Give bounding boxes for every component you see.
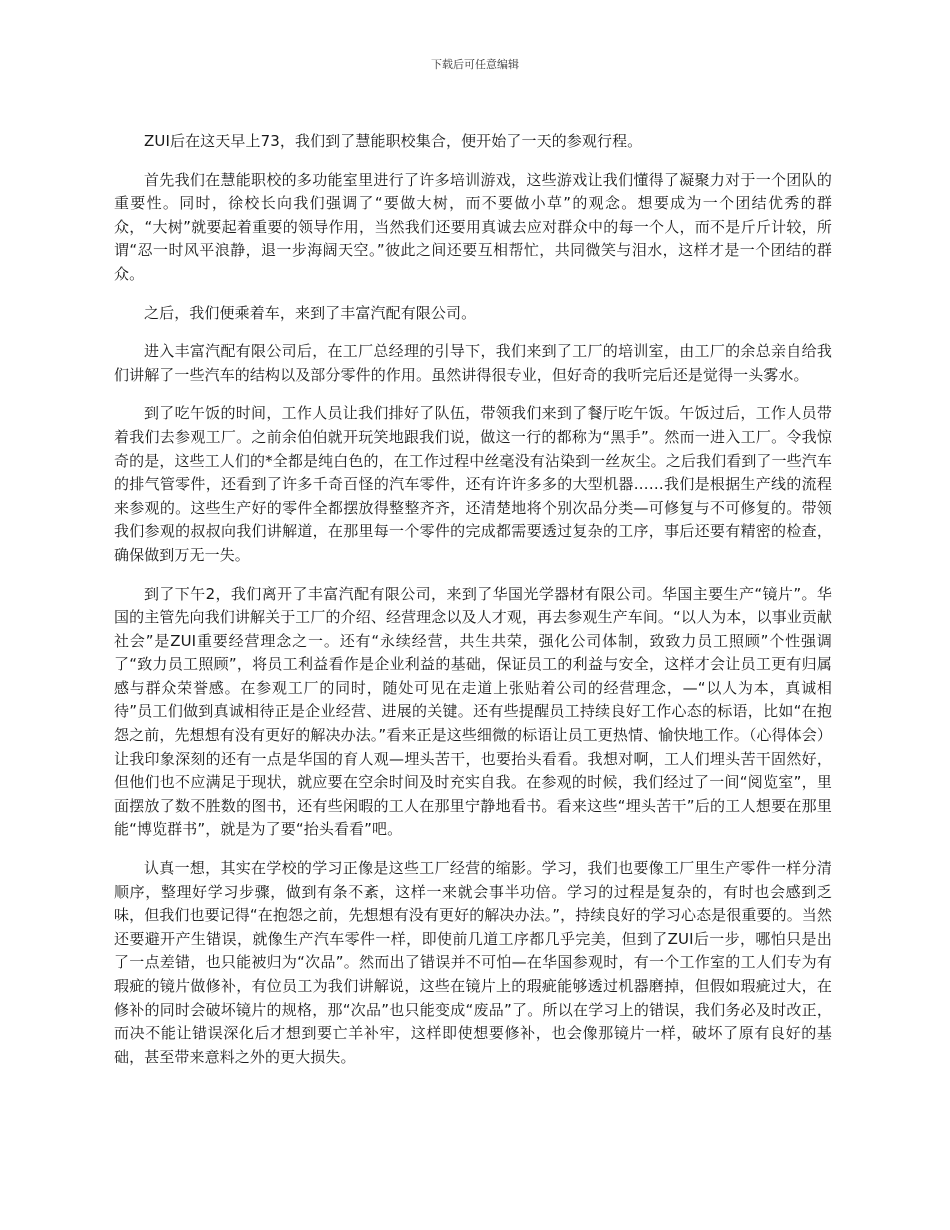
paragraph: 到了下午2，我们离开了丰富汽配有限公司，来到了华国光学器材有限公司。华国主要生产“镜片”。华国的主管先向我们讲解关于工厂的介绍、经营理念以及人才观，再去参观生产车间。“以人为本，以事业贡献社会”是ZUI重要经营理念之一。还有“永续经营，共生共荣，强化公司体制，致致力员工照顾”个性强调了“致力员工照顾”，将员工利益看作是企业利益的基础，保证员工的利益与安全，这样才会让员工更有归属感与群众荣誉感。在参观工厂的同时，随处可见在走道上张贴着公司的经营理念，—“以人为本，真诚相待”员工们做到真诚相待正是企业经营、进展的关键。还有些提醒员工持续良好工作心态的标语，比如“在抱怨之前，先想想有没有更好的解决办法。”看来正是这些细微的标语让员工更热情、愉快地工作。（心得体会）让我印象深刻的还有一点是华国的育人观—埋头苦干，也要抬头看看。我想对啊，工人们埋头苦干固然好，但他们也不应满足于现状，就应要在空余时间及时充实自我。在参观的时候，我们经过了一间“阅览室”，里面摆放了数不胜数的图书，还有些闲暇的工人在那里宁静地看书。看来这些“埋头苦干”后的工人想要在那里能“博览群书”，就是为了要“抬头看看”吧。	[114, 584, 832, 839]
document-body	[114, 130, 832, 1084]
page-header-note: 下载后可任意编辑	[431, 58, 519, 71]
paragraph: 之后，我们便乘着车，来到了丰富汽配有限公司。	[144, 303, 477, 322]
paragraph: 认真一想，其实在学校的学习正像是这些工厂经营的缩影。学习，我们也要像工厂里生产零件一样分清顺序，整理好学习步骤，做到有条不紊，这样一来就会事半功倍。学习的过程是复杂的，有时也会感到乏味，但我们也要记得“在抱怨之前，先想想有没有更好的解决办法。”，持续良好的学习心态是很重要的。当然还要避开产生错误，就像生产汽车零件一样，即使前几道工序都几乎完美，但到了ZUI后一步，哪怕只是出了一点差错，也只能被归为“次品”。然而出了错误并不可怕—在华国参观时，有一个工作室的工人们专为有瑕疵的镜片做修补，有位员工为我们讲解说，这些在镜片上的瑕疵能够透过机器磨掉，但假如瑕疵过大，在修补的同时会破坏镜片的规格，那“次品”也只能变成“废品”了。所以在学习上的错误，我们务必及时改正，而决不能让错误深化后才想到要亡羊补牢，这样即使想要修补，也会像那镜片一样，破坏了原有良好的基础，甚至带来意料之外的更大损失。	[114, 859, 832, 1066]
paragraph: 进入丰富汽配有限公司后，在工厂总经理的引导下，我们来到了工厂的培训室，由工厂的余总亲自给我们讲解了一些汽车的结构以及部分零件的作用。虽然讲得很专业，但好奇的我听完后还是觉得一头雾水。	[114, 342, 832, 384]
paragraph: 到了吃午饭的时间，工作人员让我们排好了队伍，带领我们来到了餐厅吃午饭。午饭过后，工作人员带着我们去参观工厂。之前余伯伯就开玩笑地跟我们说，做这一行的都称为“黑手”。然而一进入工厂。令我惊奇的是，这些工人们的*全都是纯白色的，在工作过程中丝毫没有沾染到一丝灰尘。之后我们看到了一些汽车的排气管零件，还看到了许多千奇百怪的汽车零件，还有许许多多的大型机器……我们是根据生产线的流程来参观的。这些生产好的零件全都摆放得整整齐齐，还清楚地将个别次品分类—可修复与不可修复的。带领我们参观的叔叔向我们讲解道，在那里每一个零件的完成都需要透过复杂的工序，事后还要有精密的检查，确保做到万无一失。	[114, 404, 832, 564]
paragraph: ZUI后在这天早上73，我们到了慧能职校集合，便开始了一天的参观行程。	[144, 132, 643, 150]
paragraph: 首先我们在慧能职校的多功能室里进行了许多培训游戏，这些游戏让我们懂得了凝聚力对于一个团队的重要性。同时，徐校长向我们强调了“要做大树，而不要做小草”的观念。想要成为一个团结优秀的群众，“大树”就要起着重要的领导作用，当然我们还要用真诚去应对群众中的每一个人，而不是斤斤计较，所谓“忍一时风平浪静，退一步海阔天空。”彼此之间还要互相帮忙，共同微笑与泪水，这样才是一个团结的群众。	[114, 170, 832, 283]
